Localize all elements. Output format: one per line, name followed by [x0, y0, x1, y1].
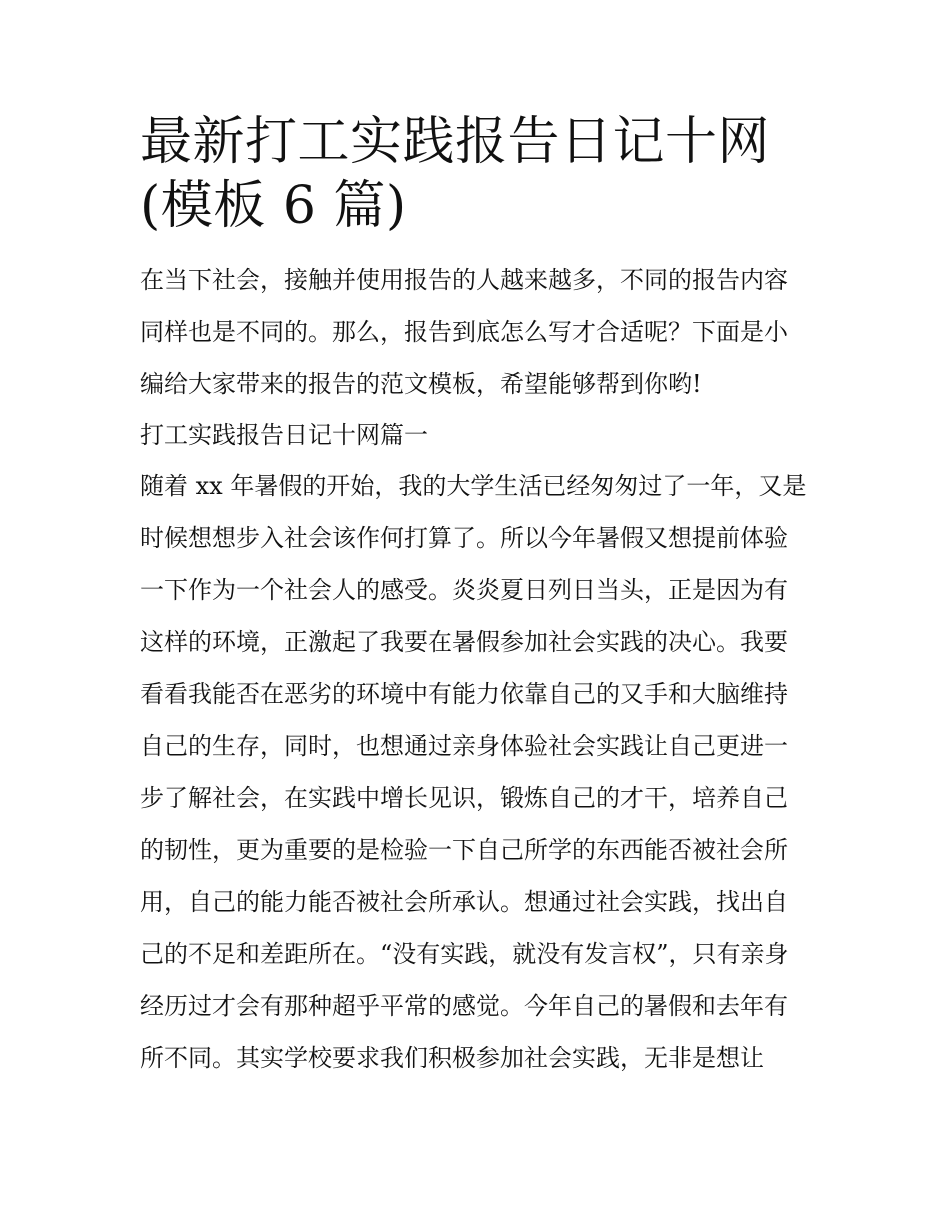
- body-paragraph: 随着 xx 年暑假的开始，我的大学生活已经匆匆过了一年，又是时候想想步入社会该作何打算了。所以今年暑假又想提前体验一下作为一个社会人的感受。炎炎夏日列日当头，正是因为有这样的环境，正激起了我要在暑假参加社会实践的决心。我要看看我能否在恶劣的环境中有能力依靠自己的又手和大脑维持自己的生存，同时，也想通过亲身体验社会实践让自己更进一步了解社会，在实践中增长见识，锻炼自己的才干，培养自己的韧性，更为重要的是检验一下自己所学的东西能否被社会所用，自己的能力能否被社会所承认。想通过社会实践，找出自己的不足和差距所在。“没有实践，就没有发言权”，只有亲身经历过才会有那种超乎平常的感觉。今年自己的暑假和去年有所不同。其实学校要求我们积极参加社会实践，无非是想让: [140, 472, 807, 1072]
- section-heading: 打工实践报告日记十网篇一: [140, 421, 428, 449]
- document-title: 最新打工实践报告日记十网(模板 6 篇): [140, 112, 771, 236]
- intro-paragraph: 在当下社会，接触并使用报告的人越来越多，不同的报告内容同样也是不同的。那么，报告到底怎么写才合适呢？下面是小编给大家带来的报告的范文模板，希望能够帮到你哟!: [140, 266, 788, 398]
